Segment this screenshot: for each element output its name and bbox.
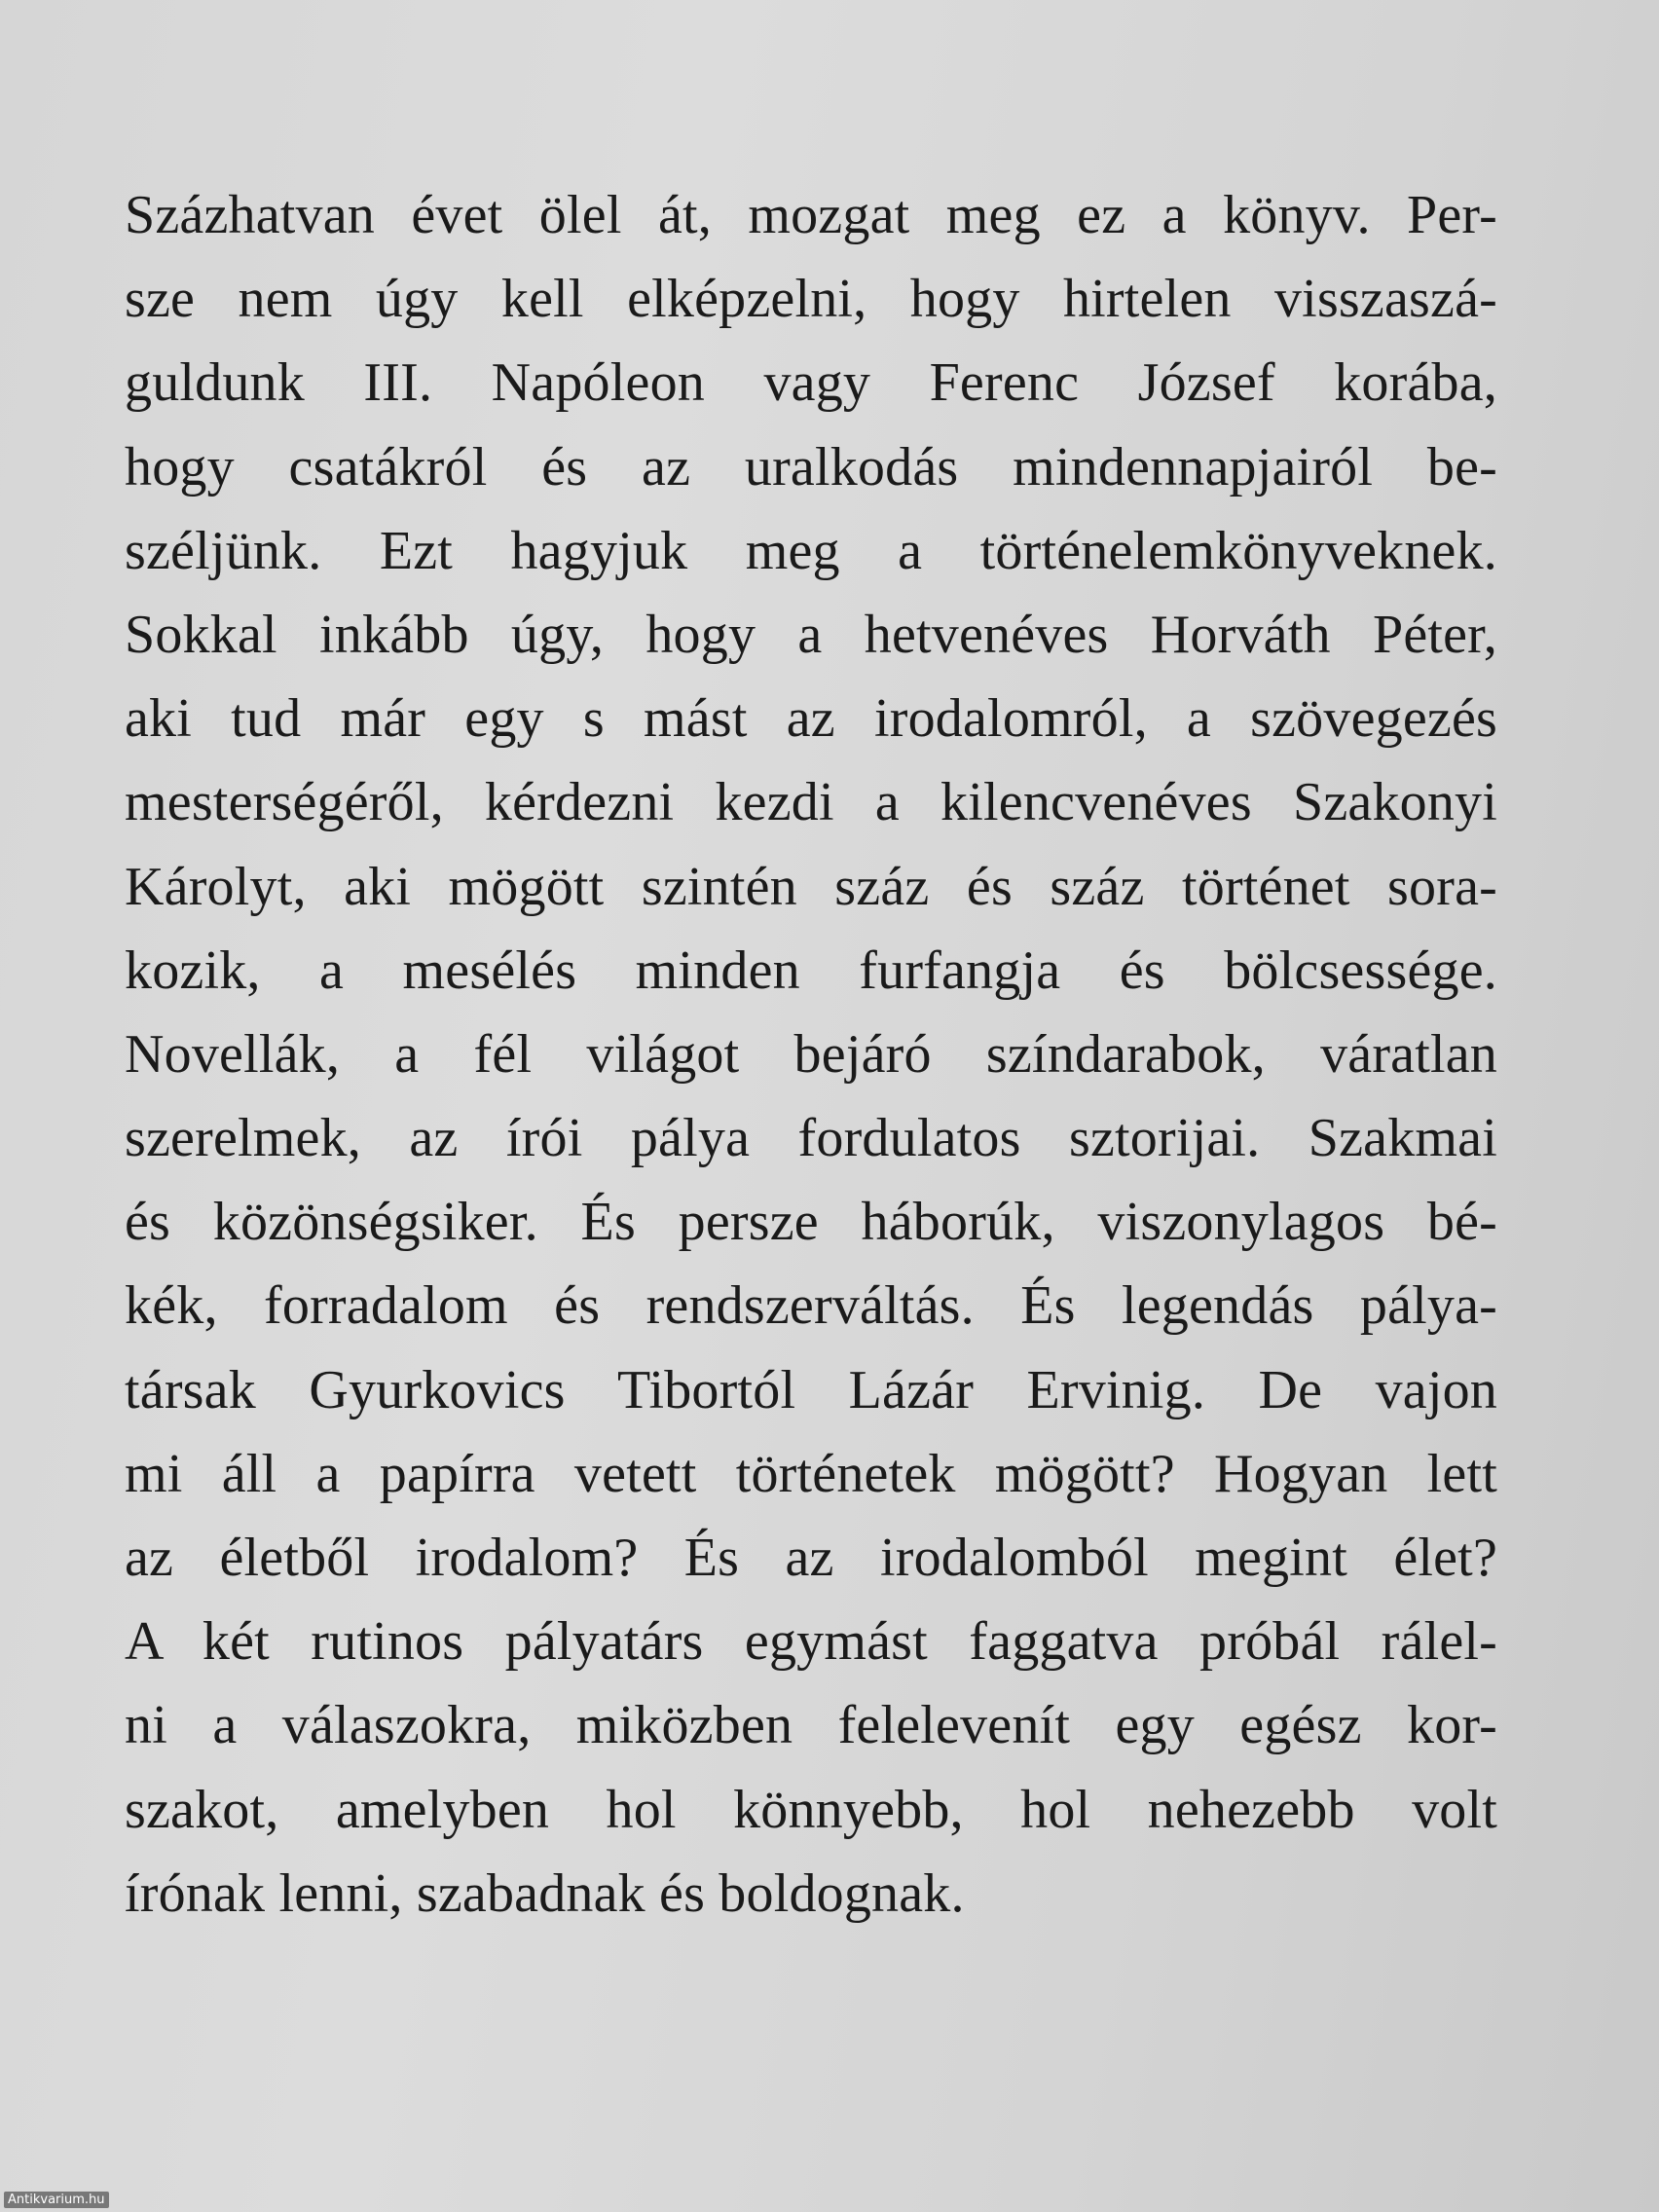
blurb-line: kék, forradalom és rendszerváltás. És legendás pálya-: [125, 1275, 1497, 1337]
site-watermark: Antikvarium.hu: [4, 2192, 109, 2208]
blurb-line: Károlyt, aki mögött szintén száz és száz történet sora-: [125, 856, 1497, 917]
blurb-line: ni a válaszokra, miközben felelevenít egy egész kor-: [125, 1695, 1497, 1756]
cover-blurb: [125, 173, 1497, 1936]
blurb-line: írónak lenni, szabadnak és boldognak.: [125, 1862, 965, 1924]
blurb-line: A két rutinos pályatárs egymást faggatva próbál rálel-: [125, 1611, 1497, 1673]
blurb-line: sze nem úgy kell elképzelni, hogy hirtelen visszaszá-: [125, 269, 1497, 330]
blurb-line: széljünk. Ezt hagyjuk meg a történelemkönyveknek.: [125, 520, 1497, 581]
blurb-line: hogy csatákról és az uralkodás mindennapjairól be-: [125, 436, 1497, 498]
blurb-line: Százhatvan évet ölel át, mozgat meg ez a könyv. Per-: [125, 185, 1497, 245]
blurb-line: aki tud már egy s mást az irodalomról, a szövegezés: [125, 688, 1497, 750]
blurb-line: Novellák, a fél világot bejáró színdarabok, váratlan: [125, 1023, 1497, 1085]
blurb-line: mesterségéről, kérdezni kezdi a kilencvenéves Szakonyi: [125, 772, 1497, 833]
blurb-line: kozik, a mesélés minden furfangja és bölcsessége.: [125, 940, 1497, 1001]
blurb-line: guldunk III. Napóleon vagy Ferenc József korába,: [125, 352, 1497, 414]
blurb-line: szerelmek, az írói pálya fordulatos sztorijai. Szakmai: [125, 1108, 1497, 1169]
blurb-line: szakot, amelyben hol könnyebb, hol nehezebb volt: [125, 1779, 1497, 1840]
blurb-line: mi áll a papírra vetett történetek mögött? Hogyan lett: [125, 1443, 1497, 1504]
blurb-line: és közönségsiker. És persze háborúk, viszonylagos bé-: [125, 1192, 1497, 1253]
blurb-line: Sokkal inkább úgy, hogy a hetvenéves Horváth Péter,: [125, 604, 1497, 665]
blurb-line: társak Gyurkovics Tibortól Lázár Ervinig. De vajon: [125, 1359, 1497, 1420]
blurb-line: az életből irodalom? És az irodalomból megint élet?: [125, 1528, 1497, 1588]
